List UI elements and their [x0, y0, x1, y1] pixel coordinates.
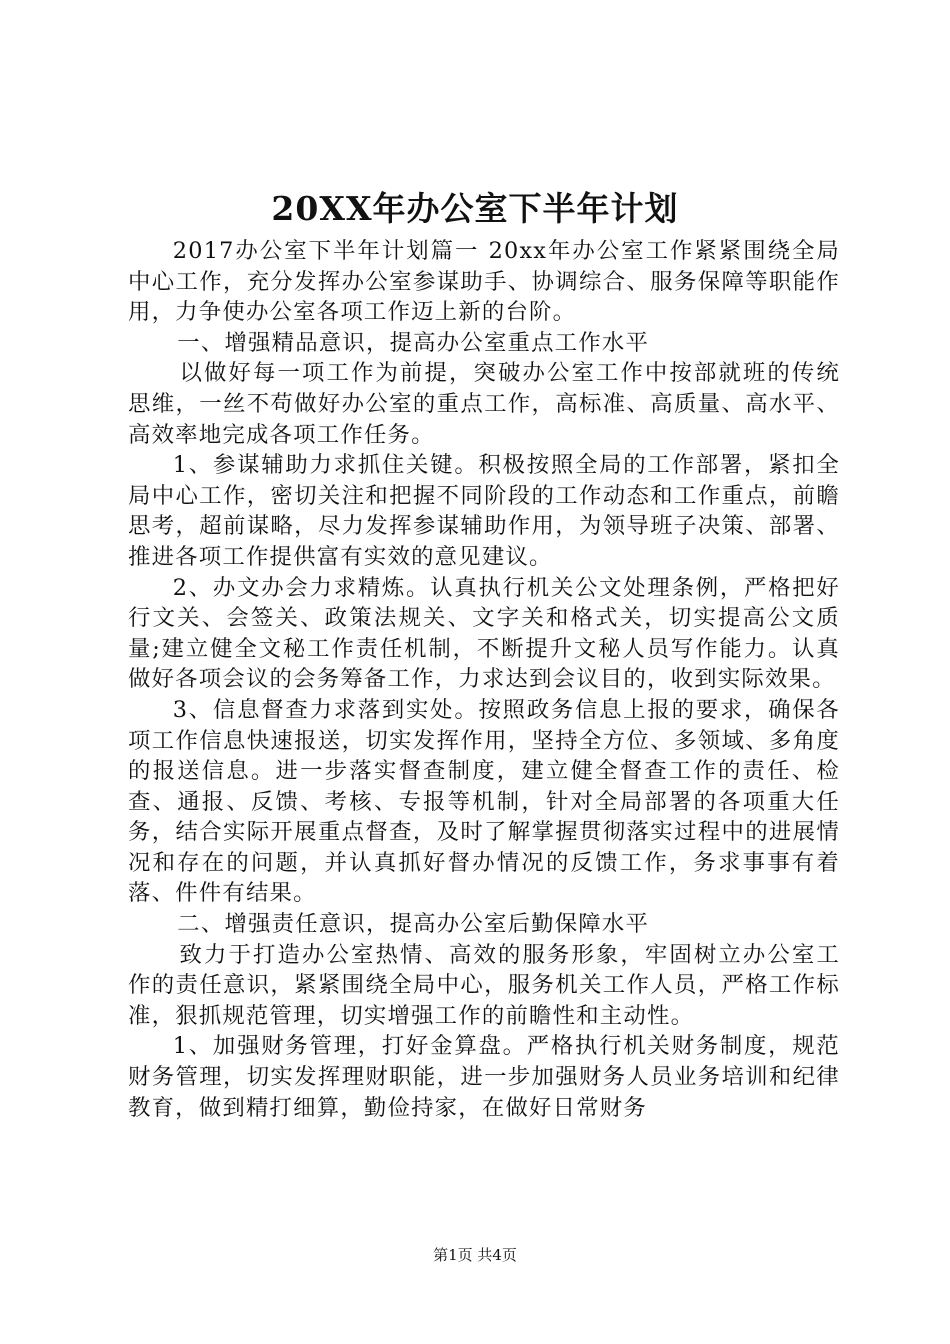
- paragraph-section-2-intro: 致力于打造办公室热情、高效的服务形象，牢固树立办公室工作的责任意识，紧紧围绕全局中心，服务机关工作人员，严格工作标准，狠抓规范管理，切实增强工作的前瞻性和主动性。: [128, 941, 840, 1029]
- paragraph-intro: 2017办公室下半年计划篇一 20xx年办公室工作紧紧围绕全局中心工作，充分发挥办公室参谋助手、协调综合、服务保障等职能作用，力争使办公室各项工作迈上新的台阶。: [128, 238, 840, 326]
- paragraph-item-1-1: 1、参谋辅助力求抓住关键。积极按照全局的工作部署，紧扣全局中心工作，密切关注和把握不同阶段的工作动态和工作重点，前瞻思考，超前谋略，尽力发挥参谋辅助作用，为领导班子决策、部署、推进各项工作提供富有实效的意见建议。: [128, 452, 840, 570]
- paragraph-section-1-intro: 以做好每一项工作为前提，突破办公室工作中按部就班的传统思维，一丝不苟做好办公室的重点工作，高标准、高质量、高水平、高效率地完成各项工作任务。: [128, 360, 840, 448]
- page-footer: 第1页 共4页: [433, 1246, 517, 1264]
- paragraph-item-2-1: 1、加强财务管理，打好金算盘。严格执行机关财务制度，规范财务管理，切实发挥理财职能，进一步加强财务人员业务培训和纪律教育，做到精打细算，勤俭持家，在做好日常财务: [128, 1033, 840, 1121]
- paragraph-item-1-3: 3、信息督查力求落到实处。按照政务信息上报的要求，确保各项工作信息快速报送，切实发挥作用，坚持全方位、多领域、多角度的报送信息。进一步落实督查制度，建立健全督查工作的责任、检查、通报、反馈、考核、专报等机制，针对全局部署的各项重大任务，结合实际开展重点督查，及时了解掌握贯彻落实过程中的进展情况和存在的问题，并认真抓好督办情况的反馈工作，务求事事有着落、件件有结果。: [128, 696, 840, 907]
- section-heading-2: 二、增强责任意识，提高办公室后勤保障水平: [177, 911, 650, 938]
- document-body: [128, 236, 840, 1123]
- document-title: 20XX年办公室下半年计划: [271, 189, 679, 228]
- paragraph-item-1-2: 2、办文办会力求精炼。认真执行机关公文处理条例，严格把好行文关、会签关、政策法规关、文字关和格式关，切实提高公文质量;建立健全文秘工作责任机制，不断提升文秘人员写作能力。认真做好各项会议的会务筹备工作，力求达到会议目的，收到实际效果。: [128, 574, 840, 693]
- section-heading-1: 一、增强精品意识，提高办公室重点工作水平: [177, 329, 650, 356]
